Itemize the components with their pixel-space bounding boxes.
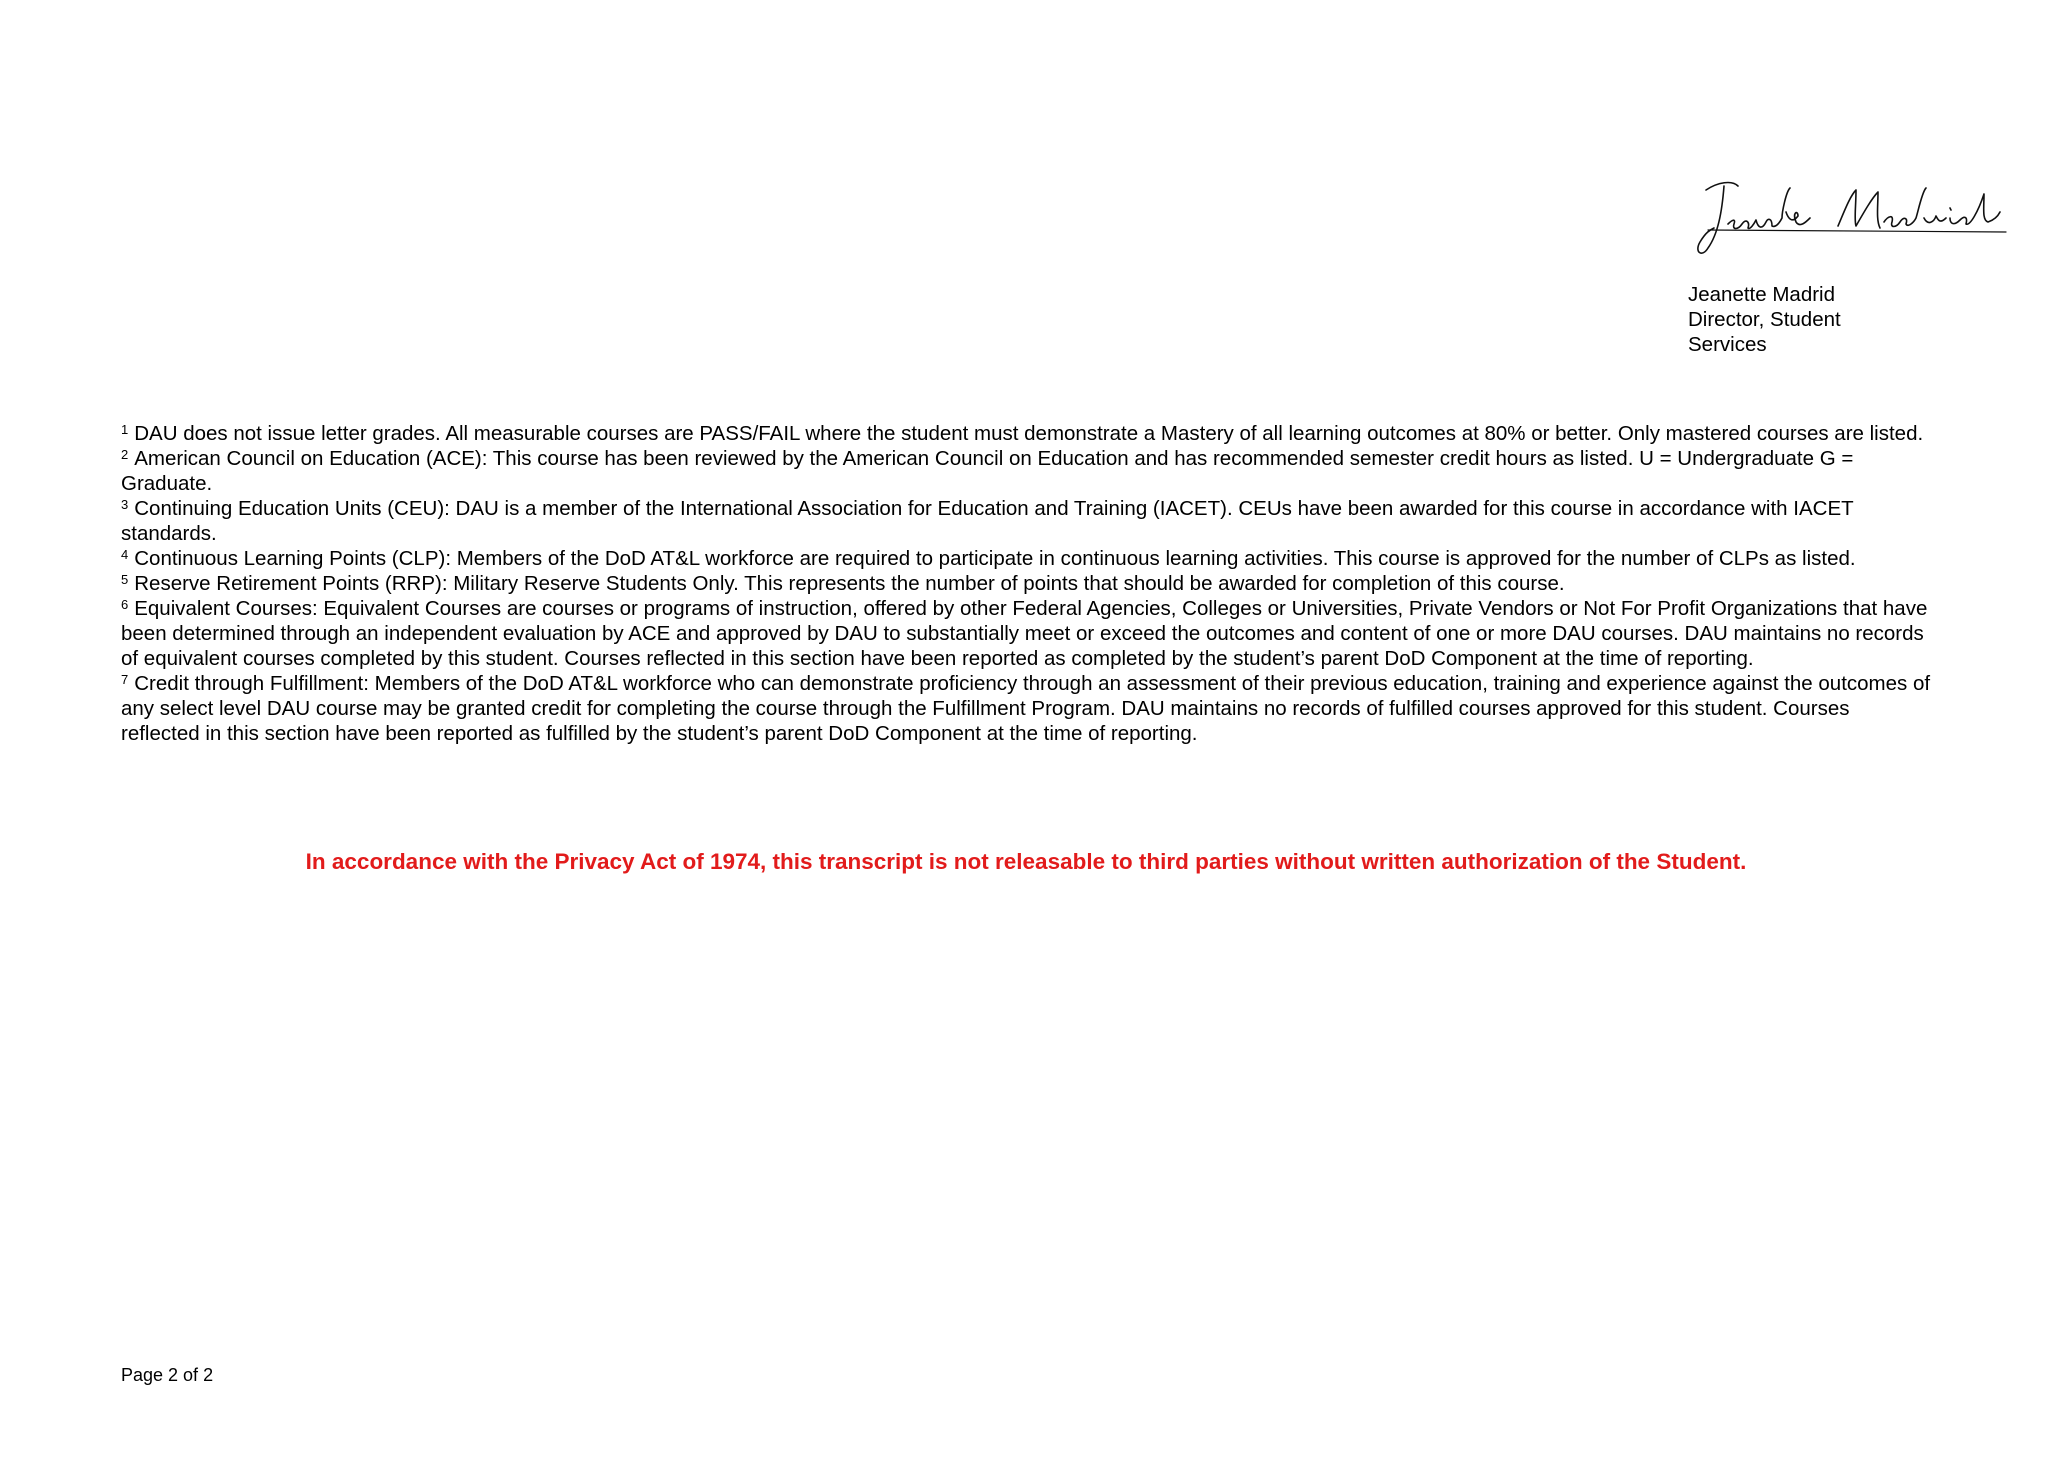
footnote-text: DAU does not issue letter grades. All measurable courses are PASS/FAIL where the student must demonstrate a Mastery of all learning outcomes at 80% or better. Only mastered courses are listed. (134, 422, 1924, 445)
footnote-2 (121, 446, 1931, 496)
footnote-marker: 1 (121, 422, 129, 437)
footnote-5 (121, 571, 1931, 596)
footnote-3 (121, 496, 1931, 546)
footnote-text: Equivalent Courses: Equivalent Courses are courses or programs of instruction, offered by other Federal Agencies, Colleges or Universities, Private Vendors or Not For Profit Organizations that have been determined through an independent evaluation by ACE and approved by DAU to substantially meet or exceed the outcomes and content of one or more DAU courses. DAU maintains no records of equivalent courses completed by this student. Courses reflected in this section have been reported as completed by the student’s parent DoD Component at the time of reporting. (121, 597, 1928, 670)
signature-block (1688, 172, 2018, 357)
footnote-7 (121, 671, 1931, 746)
footnote-text: Credit through Fulfillment: Members of the DoD AT&L workforce who can demonstrate proficiency through an assessment of their previous education, training and experience against the outcomes of any select level DAU course may be granted credit for completing the course through the Fulfillment Program. DAU maintains no records of fulfilled courses approved for this student. Courses reflected in this section have been reported as fulfilled by the student’s parent DoD Component at the time of reporting. (121, 672, 1931, 745)
footnote-text: Continuous Learning Points (CLP): Members of the DoD AT&L workforce are required to participate in continuous learning activities. This course is approved for the number of CLPs as listed. (134, 547, 1856, 570)
footnote-marker: 3 (121, 497, 129, 512)
footnote-marker: 7 (121, 672, 129, 687)
signer-title-line-2: Services (1688, 333, 1767, 356)
footnote-marker: 2 (121, 447, 129, 462)
footnotes-section (121, 421, 1931, 746)
footnote-marker: 4 (121, 547, 129, 562)
footnote-marker: 6 (121, 597, 129, 612)
footnote-marker: 5 (121, 572, 129, 587)
footnote-4 (121, 546, 1931, 571)
page-number: Page 2 of 2 (121, 1365, 214, 1385)
privacy-act-notice: In accordance with the Privacy Act of 1974, this transcript is not releasable to third parties without written authorization of the Student. (305, 849, 1747, 874)
signer-title-line-1: Director, Student (1688, 308, 1841, 331)
signer-name: Jeanette Madrid (1688, 283, 1836, 306)
footnote-1 (121, 421, 1931, 446)
footnote-text: Reserve Retirement Points (RRP): Military Reserve Students Only. This represents the number of points that should be awarded for completion of this course. (134, 572, 1565, 595)
footnote-text: American Council on Education (ACE): This course has been reviewed by the American Council on Education and has recommended semester credit hours as listed. U = Undergraduate G = Graduate. (121, 447, 1854, 495)
handwritten-signature (1688, 172, 2008, 282)
footnote-text: Continuing Education Units (CEU): DAU is a member of the International Association for Education and Training (IACET). CEUs have been awarded for this course in accordance with IACET standards. (121, 497, 1854, 545)
footnote-6 (121, 596, 1931, 671)
